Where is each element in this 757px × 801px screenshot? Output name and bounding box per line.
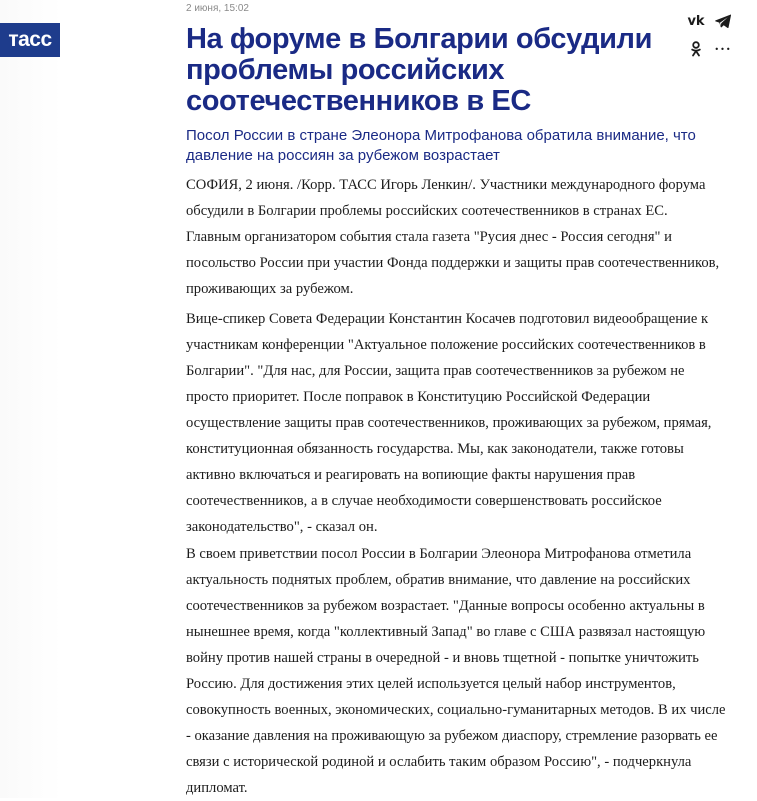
tass-logo[interactable]: тасс [0,23,60,57]
telegram-icon [715,14,731,28]
vk-share-button[interactable] [683,8,709,34]
article-lead: Посол России в стране Элеонора Митрофанова обратила внимание, что давление на россиян за рубежом возрастает [186,127,696,164]
odnoklassniki-icon [691,41,701,57]
telegram-share-button[interactable] [710,8,736,34]
share-panel [660,0,757,72]
left-rail [0,0,62,798]
article-paragraph: СОФИЯ, 2 июня. /Корр. ТАСС Игорь Ленкин/. Участники международного форума обсудили в Болгарии проблемы российских соотечественников в странах ЕС. Главным организатором события стала газета "Русия днес - Россия сегодня" и посольство России при участии Фонда поддержки и защиты прав соотечественников, проживающих за рубежом. [186,177,720,297]
article-paragraph: В своем приветствии посол России в Болгарии Элеонора Митрофанова отметила актуальность поднятых проблем, обратив внимание, что давление на российских соотечественников за рубежом возрастает. "Данные вопросы особенно актуальны в нынешнее время, когда "коллективный Запад" во главе с США развязал настоящую войну против нашей страны в очередной - и вновь тщетной - попытке уничтожить Россию. Для достижения этих целей используется целый набор инструментов, совокупность военных, экономических, социально-гуманитарных методов. В их числе - оказание давления на проживающую за рубежом диаспору, стремление разорвать ее связи с исторической родиной и ослабить таким образом Россию", - подчеркнула дипломат. [186,546,726,796]
publish-date: 2 июня, 15:02 [186,3,249,14]
more-icon: ••• [714,44,732,54]
ok-share-button[interactable] [683,36,709,62]
more-share-button[interactable] [710,36,736,62]
vk-icon: vk [687,13,705,29]
article-title: На форуме в Болгарии обсудили проблемы российских соотечественников в ЕС [186,23,652,117]
article-paragraph: Вице-спикер Совета Федерации Константин Косачев подготовил видеообращение к участникам конференции "Актуальное положение российских соотечественников в Болгарии". "Для нас, для России, защита прав соотечественников за рубежом не просто приоритет. После поправок в Конституцию Российской Федерации осуществление защиты прав соотечественников, проживающих за рубежом, прямая, конституционная обязанность государства. Мы, как законодатели, также готовы активно включаться и реагировать на вопиющие факты нарушения прав соотечественников, а в случае необходимости совершенствовать российское законодательство", - сказал он. [186,311,712,535]
